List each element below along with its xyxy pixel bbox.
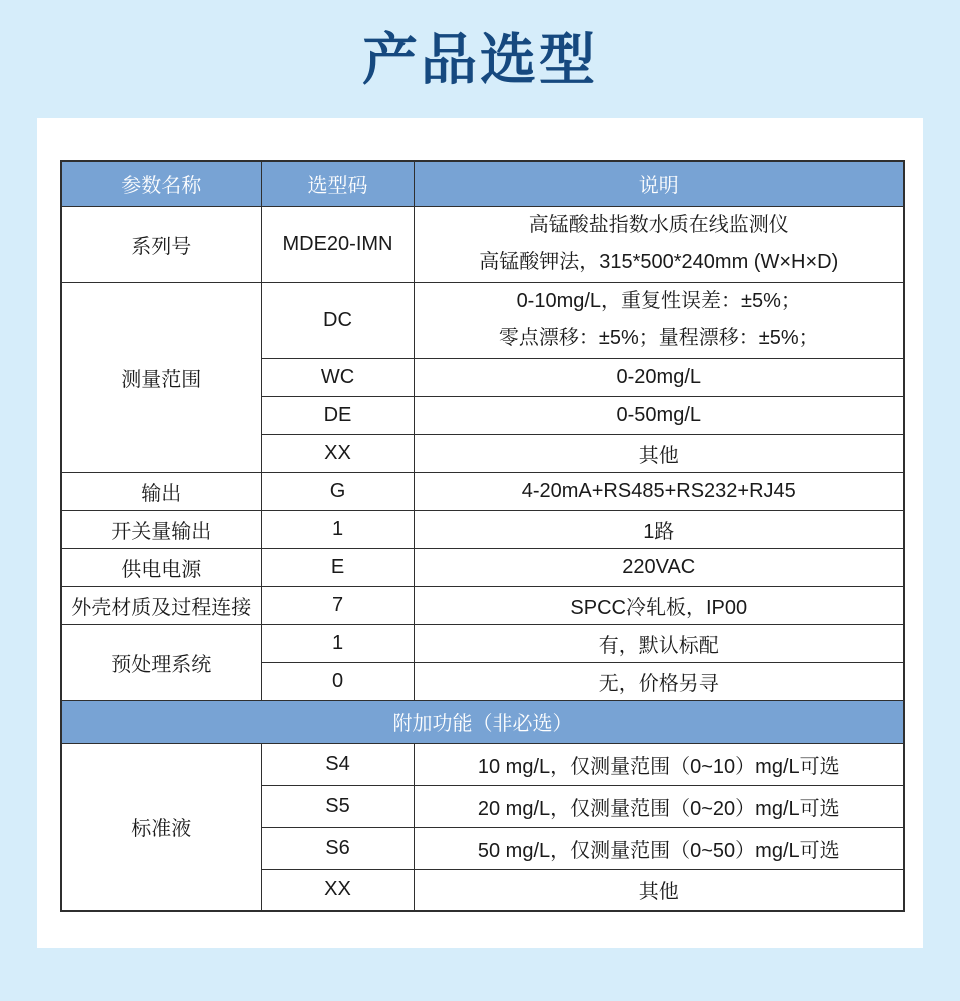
description-line: 0-10mg/L，重复性误差：±5%； <box>516 290 801 312</box>
table-row <box>61 472 904 510</box>
description-line: 10 mg/L，仅测量范围（0~10）mg/L可选 <box>477 755 840 778</box>
description-cell <box>414 785 904 827</box>
param-name-cell: 标准液 <box>61 743 261 911</box>
selection-code-cell: XX <box>261 434 414 472</box>
page-title: 产品选型 <box>362 28 598 91</box>
description-line: 高锰酸盐指数水质在线监测仪 <box>528 214 789 236</box>
description-line: 高锰酸钾法，315*500*240mm (W×H×D) <box>479 251 839 273</box>
header-cell-selection-code: 选型码 <box>261 161 414 206</box>
selection-code-cell: S4 <box>261 743 414 785</box>
description-line: 其他 <box>638 444 679 467</box>
param-name-cell: 开关量输出 <box>61 510 261 548</box>
selection-code-cell: DE <box>261 396 414 434</box>
description-line: 其他 <box>638 881 679 904</box>
section-banner: 附加功能（非必选） <box>61 700 904 743</box>
selection-code-cell: G <box>261 472 414 510</box>
param-name-cell: 供电电源 <box>61 548 261 586</box>
description-cell <box>414 472 904 510</box>
description-line: 4-20mA+RS485+RS232+RJ45 <box>521 479 796 502</box>
description-line: 1路 <box>643 520 675 543</box>
description-line: 0-20mg/L <box>616 365 701 388</box>
description-cell <box>414 510 904 548</box>
selection-code-cell: 7 <box>261 586 414 624</box>
description-line: 20 mg/L，仅测量范围（0~20）mg/L可选 <box>477 797 840 820</box>
selection-code-cell: E <box>261 548 414 586</box>
selection-code-cell: S6 <box>261 827 414 869</box>
description-line: 有，默认标配 <box>598 634 719 657</box>
description-cell <box>414 396 904 434</box>
description-line: 零点漂移：±5%；量程漂移：±5%； <box>498 327 819 349</box>
header-row <box>61 161 904 206</box>
description-cell <box>414 358 904 396</box>
header-cell-description: 说明 <box>414 161 904 206</box>
description-cell <box>414 624 904 662</box>
description-cell <box>414 586 904 624</box>
description-line: 无，价格另寻 <box>598 672 719 695</box>
header-cell-param-name: 参数名称 <box>61 161 261 206</box>
table-row <box>61 586 904 624</box>
param-name-cell: 外壳材质及过程连接 <box>61 586 261 624</box>
description-cell <box>414 869 904 911</box>
selection-code-cell: XX <box>261 869 414 911</box>
selection-code-cell: S5 <box>261 785 414 827</box>
selection-code-cell: 1 <box>261 624 414 662</box>
section-banner-row <box>61 700 904 743</box>
description-cell <box>414 548 904 586</box>
selection-code-cell: MDE20-IMN <box>261 206 414 282</box>
description-line: 50 mg/L，仅测量范围（0~50）mg/L可选 <box>477 839 840 862</box>
description-cell <box>414 434 904 472</box>
description-line: SPCC冷轧板，IP00 <box>570 596 748 619</box>
param-name-cell: 系列号 <box>61 206 261 282</box>
description-cell <box>414 827 904 869</box>
table-body <box>61 206 904 911</box>
param-name-cell: 预处理系统 <box>61 624 261 700</box>
table-row <box>61 548 904 586</box>
table-row <box>61 206 904 282</box>
description-line: 220VAC <box>622 555 696 578</box>
table-row <box>61 743 904 785</box>
product-selection-table <box>60 160 905 912</box>
param-name-cell: 输出 <box>61 472 261 510</box>
selection-code-cell: WC <box>261 358 414 396</box>
table-header <box>61 161 904 206</box>
selection-code-cell: DC <box>261 282 414 358</box>
description-cell <box>414 282 904 358</box>
description-cell <box>414 662 904 700</box>
selection-code-cell: 0 <box>261 662 414 700</box>
table-row <box>61 624 904 662</box>
description-cell <box>414 743 904 785</box>
content-card <box>37 118 923 948</box>
selection-code-cell: 1 <box>261 510 414 548</box>
description-cell <box>414 206 904 282</box>
table-row <box>61 282 904 358</box>
table-row <box>61 510 904 548</box>
param-name-cell: 测量范围 <box>61 282 261 472</box>
description-line: 0-50mg/L <box>616 403 701 426</box>
